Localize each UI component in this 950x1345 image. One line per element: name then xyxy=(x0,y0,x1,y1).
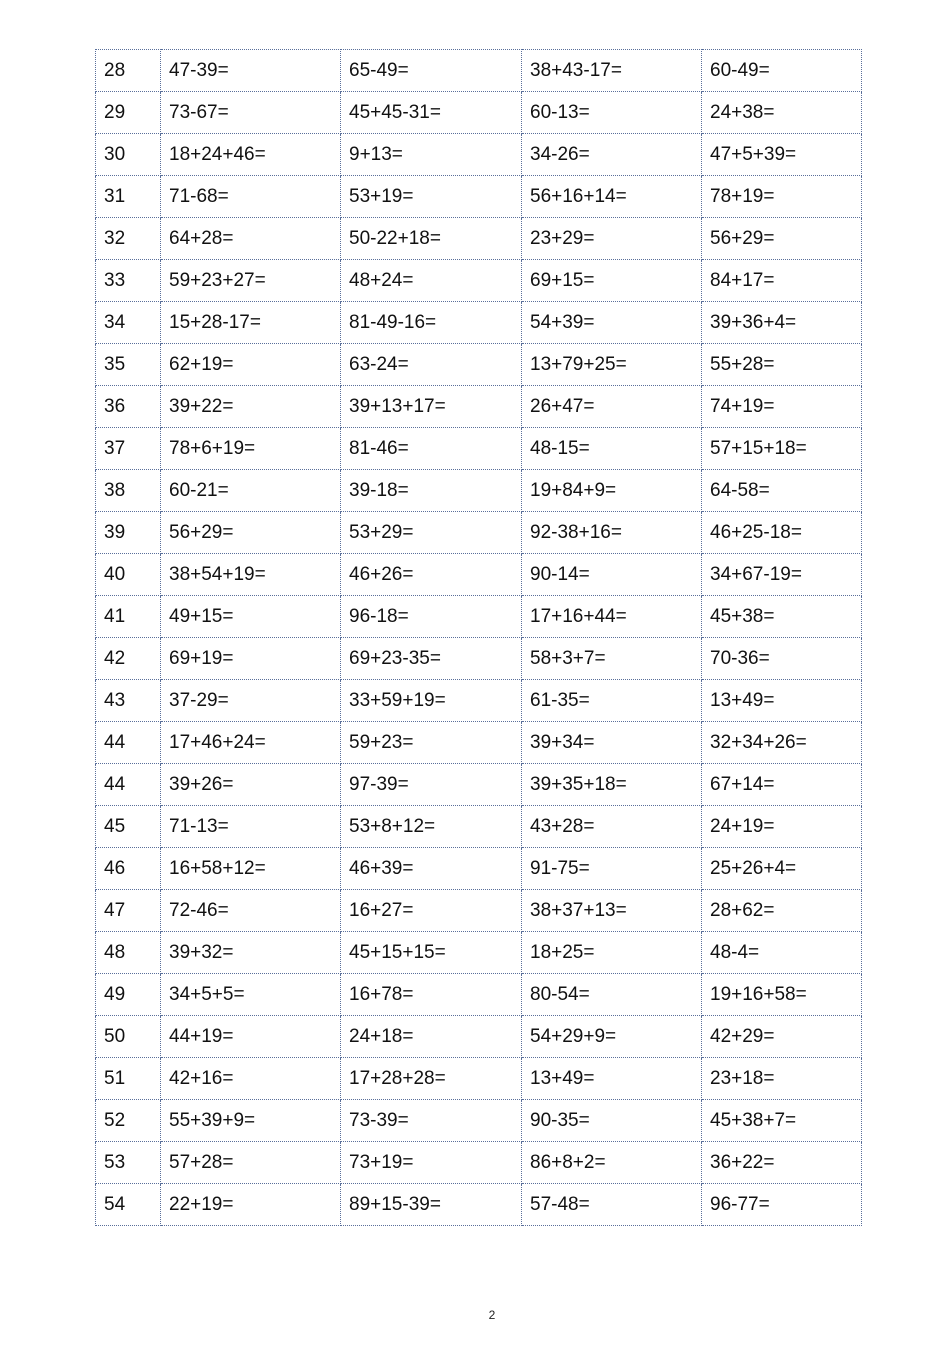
table-row xyxy=(96,1184,862,1226)
arithmetic-problem: 64-58= xyxy=(702,470,862,512)
arithmetic-problem: 60-21= xyxy=(161,470,341,512)
problem-set-number: 44 xyxy=(96,722,161,764)
arithmetic-problem: 13+49= xyxy=(522,1058,702,1100)
table-row xyxy=(96,134,862,176)
arithmetic-problem: 22+19= xyxy=(161,1184,341,1226)
arithmetic-problem: 60-49= xyxy=(702,50,862,92)
arithmetic-problem: 54+39= xyxy=(522,302,702,344)
table-row xyxy=(96,428,862,470)
arithmetic-problem: 63-24= xyxy=(341,344,522,386)
arithmetic-problem: 17+46+24= xyxy=(161,722,341,764)
arithmetic-problem: 39+26= xyxy=(161,764,341,806)
arithmetic-problem: 37-29= xyxy=(161,680,341,722)
table-row xyxy=(96,680,862,722)
table-row xyxy=(96,512,862,554)
arithmetic-problem: 96-77= xyxy=(702,1184,862,1226)
table-row xyxy=(96,806,862,848)
arithmetic-problem: 46+25-18= xyxy=(702,512,862,554)
arithmetic-problem: 65-49= xyxy=(341,50,522,92)
arithmetic-problem: 56+29= xyxy=(702,218,862,260)
arithmetic-problem: 62+19= xyxy=(161,344,341,386)
arithmetic-problem: 61-35= xyxy=(522,680,702,722)
problem-set-number: 41 xyxy=(96,596,161,638)
problem-set-number: 30 xyxy=(96,134,161,176)
arithmetic-problem: 97-39= xyxy=(341,764,522,806)
arithmetic-problem: 73+19= xyxy=(341,1142,522,1184)
arithmetic-problem: 96-18= xyxy=(341,596,522,638)
arithmetic-problem: 18+24+46= xyxy=(161,134,341,176)
arithmetic-problem: 39+36+4= xyxy=(702,302,862,344)
table-row xyxy=(96,890,862,932)
arithmetic-problem: 18+25= xyxy=(522,932,702,974)
problem-set-number: 28 xyxy=(96,50,161,92)
arithmetic-problem: 34+67-19= xyxy=(702,554,862,596)
arithmetic-problem: 47-39= xyxy=(161,50,341,92)
arithmetic-problem: 45+38= xyxy=(702,596,862,638)
arithmetic-problem: 16+58+12= xyxy=(161,848,341,890)
arithmetic-problem: 71-68= xyxy=(161,176,341,218)
problem-set-number: 42 xyxy=(96,638,161,680)
table-row xyxy=(96,344,862,386)
arithmetic-problem: 16+78= xyxy=(341,974,522,1016)
arithmetic-problem: 13+79+25= xyxy=(522,344,702,386)
problem-set-number: 47 xyxy=(96,890,161,932)
arithmetic-problem: 24+19= xyxy=(702,806,862,848)
arithmetic-problem: 32+34+26= xyxy=(702,722,862,764)
arithmetic-problem: 60-13= xyxy=(522,92,702,134)
arithmetic-problem: 69+19= xyxy=(161,638,341,680)
problem-set-number: 51 xyxy=(96,1058,161,1100)
problem-set-number: 43 xyxy=(96,680,161,722)
arithmetic-problem: 24+38= xyxy=(702,92,862,134)
problem-set-number: 39 xyxy=(96,512,161,554)
table-row xyxy=(96,554,862,596)
arithmetic-problem: 53+29= xyxy=(341,512,522,554)
problem-set-number: 49 xyxy=(96,974,161,1016)
arithmetic-problem: 19+16+58= xyxy=(702,974,862,1016)
arithmetic-problem: 71-13= xyxy=(161,806,341,848)
table-row xyxy=(96,260,862,302)
table-body xyxy=(96,50,862,1226)
arithmetic-problem: 59+23+27= xyxy=(161,260,341,302)
table-row xyxy=(96,1100,862,1142)
arithmetic-problem: 39+22= xyxy=(161,386,341,428)
arithmetic-problem: 39+13+17= xyxy=(341,386,522,428)
arithmetic-problem: 26+47= xyxy=(522,386,702,428)
arithmetic-problem: 28+62= xyxy=(702,890,862,932)
arithmetic-problem: 84+17= xyxy=(702,260,862,302)
arithmetic-problem: 57+15+18= xyxy=(702,428,862,470)
table-row xyxy=(96,50,862,92)
problem-set-number: 29 xyxy=(96,92,161,134)
arithmetic-problem: 33+59+19= xyxy=(341,680,522,722)
arithmetic-problem: 56+29= xyxy=(161,512,341,554)
arithmetic-problem: 45+45-31= xyxy=(341,92,522,134)
arithmetic-problem: 48-15= xyxy=(522,428,702,470)
table-row xyxy=(96,218,862,260)
table-row xyxy=(96,722,862,764)
table-row xyxy=(96,932,862,974)
arithmetic-problem: 48+24= xyxy=(341,260,522,302)
arithmetic-problem: 45+38+7= xyxy=(702,1100,862,1142)
arithmetic-problem: 53+19= xyxy=(341,176,522,218)
page-number: 2 xyxy=(488,1308,496,1322)
arithmetic-problem: 48-4= xyxy=(702,932,862,974)
arithmetic-problem: 67+14= xyxy=(702,764,862,806)
arithmetic-problem: 44+19= xyxy=(161,1016,341,1058)
arithmetic-problem: 23+18= xyxy=(702,1058,862,1100)
arithmetic-problem: 78+19= xyxy=(702,176,862,218)
arithmetic-problem: 80-54= xyxy=(522,974,702,1016)
problem-set-number: 35 xyxy=(96,344,161,386)
arithmetic-problem: 39+34= xyxy=(522,722,702,764)
arithmetic-problem: 25+26+4= xyxy=(702,848,862,890)
arithmetic-problem: 13+49= xyxy=(702,680,862,722)
arithmetic-problem: 19+84+9= xyxy=(522,470,702,512)
problem-set-number: 54 xyxy=(96,1184,161,1226)
table-row xyxy=(96,470,862,512)
arithmetic-problem: 49+15= xyxy=(161,596,341,638)
table-row xyxy=(96,638,862,680)
arithmetic-problem: 34+5+5= xyxy=(161,974,341,1016)
problem-set-number: 40 xyxy=(96,554,161,596)
problem-set-number: 46 xyxy=(96,848,161,890)
arithmetic-problem: 56+16+14= xyxy=(522,176,702,218)
arithmetic-problem: 58+3+7= xyxy=(522,638,702,680)
problem-set-number: 33 xyxy=(96,260,161,302)
arithmetic-problem: 92-38+16= xyxy=(522,512,702,554)
arithmetic-problem: 9+13= xyxy=(341,134,522,176)
arithmetic-problem: 72-46= xyxy=(161,890,341,932)
arithmetic-problem: 53+8+12= xyxy=(341,806,522,848)
arithmetic-problem: 46+26= xyxy=(341,554,522,596)
table-row xyxy=(96,764,862,806)
arithmetic-practice-table xyxy=(95,49,862,1226)
table-row xyxy=(96,974,862,1016)
arithmetic-problem: 90-35= xyxy=(522,1100,702,1142)
problem-set-number: 44 xyxy=(96,764,161,806)
arithmetic-problem: 70-36= xyxy=(702,638,862,680)
arithmetic-problem: 34-26= xyxy=(522,134,702,176)
arithmetic-problem: 69+23-35= xyxy=(341,638,522,680)
arithmetic-problem: 17+16+44= xyxy=(522,596,702,638)
arithmetic-problem: 15+28-17= xyxy=(161,302,341,344)
arithmetic-problem: 47+5+39= xyxy=(702,134,862,176)
arithmetic-problem: 16+27= xyxy=(341,890,522,932)
arithmetic-problem: 78+6+19= xyxy=(161,428,341,470)
arithmetic-problem: 38+37+13= xyxy=(522,890,702,932)
table-row xyxy=(96,848,862,890)
arithmetic-problem: 64+28= xyxy=(161,218,341,260)
problem-set-number: 31 xyxy=(96,176,161,218)
arithmetic-problem: 90-14= xyxy=(522,554,702,596)
arithmetic-problem: 23+29= xyxy=(522,218,702,260)
arithmetic-problem: 69+15= xyxy=(522,260,702,302)
problem-set-number: 45 xyxy=(96,806,161,848)
problem-set-number: 32 xyxy=(96,218,161,260)
arithmetic-problem: 54+29+9= xyxy=(522,1016,702,1058)
arithmetic-problem: 73-39= xyxy=(341,1100,522,1142)
arithmetic-problem: 59+23= xyxy=(341,722,522,764)
arithmetic-problem: 57+28= xyxy=(161,1142,341,1184)
arithmetic-problem: 36+22= xyxy=(702,1142,862,1184)
arithmetic-problem: 57-48= xyxy=(522,1184,702,1226)
arithmetic-problem: 17+28+28= xyxy=(341,1058,522,1100)
arithmetic-problem: 39+35+18= xyxy=(522,764,702,806)
table-row xyxy=(96,92,862,134)
arithmetic-problem: 55+39+9= xyxy=(161,1100,341,1142)
arithmetic-problem: 55+28= xyxy=(702,344,862,386)
arithmetic-problem: 39+32= xyxy=(161,932,341,974)
arithmetic-problem: 91-75= xyxy=(522,848,702,890)
arithmetic-problem: 81-49-16= xyxy=(341,302,522,344)
arithmetic-problem: 86+8+2= xyxy=(522,1142,702,1184)
arithmetic-problem: 42+29= xyxy=(702,1016,862,1058)
arithmetic-problem: 45+15+15= xyxy=(341,932,522,974)
arithmetic-problem: 74+19= xyxy=(702,386,862,428)
arithmetic-problem: 73-67= xyxy=(161,92,341,134)
problem-set-number: 48 xyxy=(96,932,161,974)
arithmetic-problem: 24+18= xyxy=(341,1016,522,1058)
problem-set-number: 38 xyxy=(96,470,161,512)
arithmetic-problem: 38+54+19= xyxy=(161,554,341,596)
arithmetic-problem: 39-18= xyxy=(341,470,522,512)
arithmetic-problem: 43+28= xyxy=(522,806,702,848)
table-row xyxy=(96,1142,862,1184)
arithmetic-problem: 89+15-39= xyxy=(341,1184,522,1226)
arithmetic-problem: 42+16= xyxy=(161,1058,341,1100)
arithmetic-problem: 50-22+18= xyxy=(341,218,522,260)
arithmetic-problem: 46+39= xyxy=(341,848,522,890)
problem-set-number: 34 xyxy=(96,302,161,344)
problem-set-number: 37 xyxy=(96,428,161,470)
problem-set-number: 36 xyxy=(96,386,161,428)
table-row xyxy=(96,1016,862,1058)
table-row xyxy=(96,1058,862,1100)
table-row xyxy=(96,596,862,638)
arithmetic-problem: 81-46= xyxy=(341,428,522,470)
table-row xyxy=(96,176,862,218)
arithmetic-problem: 38+43-17= xyxy=(522,50,702,92)
problem-set-number: 50 xyxy=(96,1016,161,1058)
table-row xyxy=(96,302,862,344)
table-row xyxy=(96,386,862,428)
problem-set-number: 52 xyxy=(96,1100,161,1142)
problem-set-number: 53 xyxy=(96,1142,161,1184)
